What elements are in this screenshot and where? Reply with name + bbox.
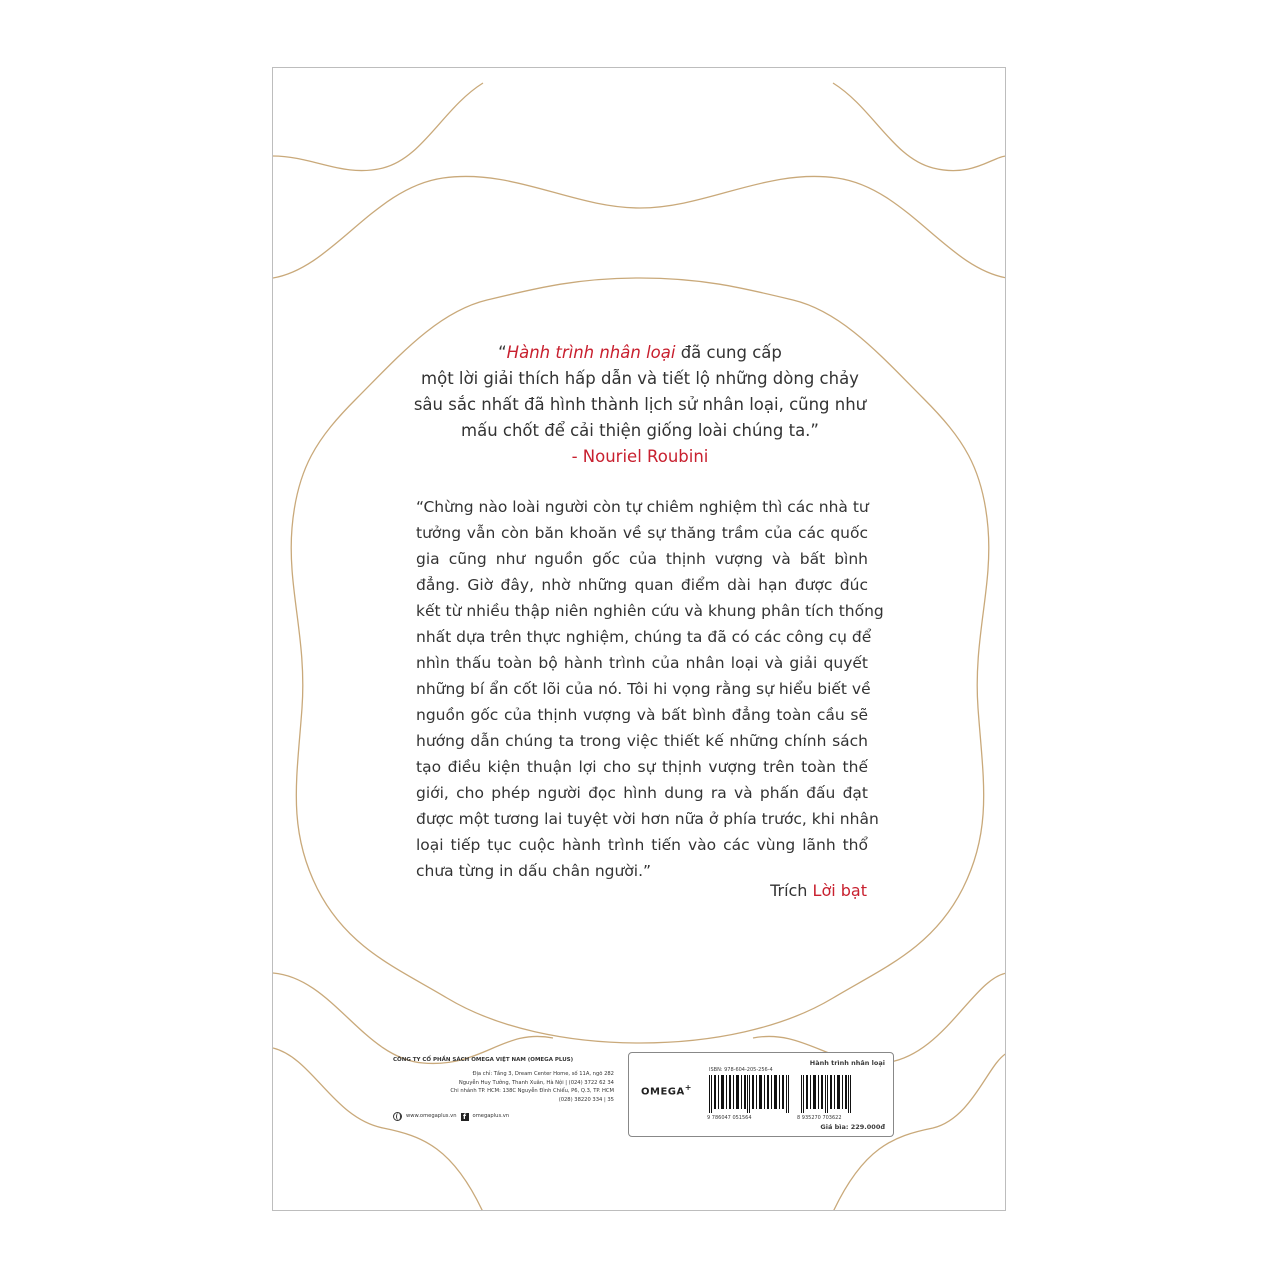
quote1-line-1: [333, 340, 947, 366]
publisher-address-line: Nguyễn Huy Tưởng, Thanh Xuân, Hà Nội | (024) 3722 62 34: [458, 1079, 614, 1086]
excerpt-line: nhất dựa trên thực nghiệm, chúng ta đã có các công cụ để: [416, 628, 872, 646]
excerpt-line: chưa từng in dấu chân người.”: [416, 862, 652, 880]
quote1-author: - Nouriel Roubini: [571, 447, 709, 466]
afterword-excerpt: [416, 494, 884, 884]
publisher-address-line: (028) 38220 334 | 35: [558, 1096, 614, 1103]
omega-plus-logo: [641, 1083, 692, 1097]
excerpt-line: gia cũng như nguồn gốc của thịnh vượng và bất bình: [416, 550, 868, 568]
wave-top-1: [273, 83, 483, 171]
barcode-panel: [628, 1052, 894, 1137]
excerpt-line: giới, cho phép người đọc hình dung ra và phấn đấu đạt: [416, 784, 868, 802]
price-barcode: [801, 1075, 851, 1113]
quote-open-mark: “: [498, 343, 507, 362]
excerpt-line: tưởng vẫn còn băn khoăn về sự thăng trầm của các quốc: [416, 524, 868, 542]
back-cover: [272, 67, 1006, 1211]
publisher-facebook: omegaplus.vn: [472, 1113, 510, 1120]
source-name: Lời bạt: [812, 881, 867, 900]
logo-plus: +: [684, 1083, 692, 1092]
publisher-web-row: [393, 1112, 618, 1121]
isbn-barcode: [709, 1075, 789, 1113]
publisher-name: CÔNG TY CỔ PHẦN SÁCH OMEGA VIỆT NAM (OMEGA PLUS): [393, 1057, 574, 1063]
cover-price: Giá bìa: 229.000đ: [820, 1123, 885, 1131]
quote1-line-1-rest: đã cung cấp: [675, 343, 782, 362]
excerpt-line: nguồn gốc của thịnh vượng và bất bình đẳng toàn cầu sẽ: [416, 706, 868, 724]
price-code: 8 935270 703622: [797, 1115, 842, 1121]
excerpt-line: những bí ẩn cốt lõi của nó. Tôi hi vọng rằng sự hiểu biết về: [416, 680, 871, 698]
wave-top-3: [273, 176, 1006, 278]
excerpt-line: hướng dẫn chúng ta trong việc thiết kế những chính sách: [416, 732, 868, 750]
excerpt-line: đẳng. Giờ đây, nhờ những quan điểm dài hạn được đúc: [416, 576, 868, 594]
book-title-italic: Hành trình nhân loại: [506, 343, 676, 362]
logo-text: OMEGA: [641, 1086, 685, 1098]
excerpt-line: “Chừng nào loài người còn tự chiêm nghiệm thì các nhà tư: [416, 498, 869, 516]
quote1-line-4: mấu chốt để cải thiện giống loài chúng ta.”: [461, 421, 819, 440]
wave-top-2: [833, 83, 1006, 171]
excerpt-line: kết từ nhiều thập niên nghiên cứu và khung phân tích thống: [416, 602, 884, 620]
publisher-address-line: Địa chỉ: Tầng 3, Dream Center Home, số 11A, ngõ 282: [472, 1071, 614, 1078]
isbn-label: ISBN: 978-604-205-256-4: [709, 1067, 773, 1073]
excerpt-source: [770, 881, 867, 900]
excerpt-line: loại tiếp tục cuộc hành trình tiến vào các vùng lãnh thổ: [416, 836, 868, 854]
barcode-book-title: Hành trình nhân loại: [809, 1059, 885, 1067]
excerpt-line: nhìn thấu toàn bộ hành trình của nhân loại và giải quyết: [416, 654, 868, 672]
source-prefix: Trích: [770, 881, 813, 900]
roubini-quote: [333, 340, 947, 470]
globe-icon: [393, 1112, 402, 1121]
publisher-website: www.omegaplus.vn: [406, 1113, 457, 1120]
quote1-line-2: một lời giải thích hấp dẫn và tiết lộ những dòng chảy: [421, 369, 859, 388]
publisher-address-line: Chi nhánh TP. HCM: 138C Nguyễn Đình Chiểu, P6, Q.3, TP. HCM: [450, 1088, 614, 1095]
quote1-line-3: sâu sắc nhất đã hình thành lịch sử nhân loại, cũng như: [413, 395, 867, 414]
publisher-info: [393, 1056, 618, 1121]
isbn-code: 9 786047 051564: [707, 1115, 752, 1121]
facebook-icon: f: [461, 1113, 469, 1121]
wave-bottom-1: [273, 973, 553, 1063]
excerpt-line: tạo điều kiện thuận lợi cho sự thịnh vượng trên toàn thế: [416, 758, 868, 776]
excerpt-line: được một tương lai tuyệt vời hơn nữa ở phía trước, khi nhân: [416, 810, 879, 828]
